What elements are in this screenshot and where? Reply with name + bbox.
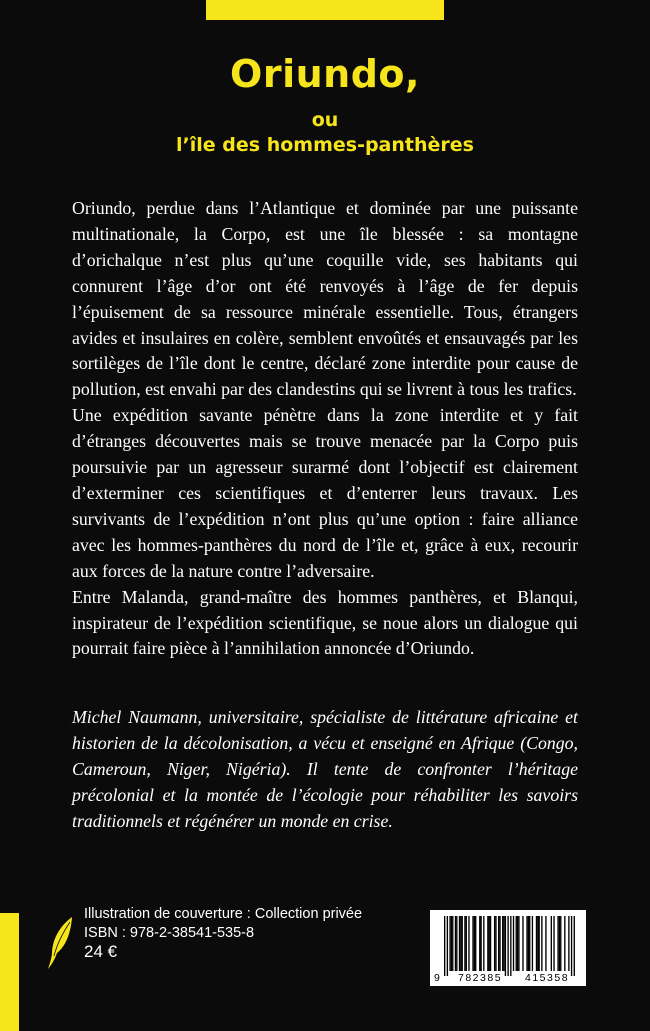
back-cover-blurb [72, 196, 578, 662]
barcode-bar [510, 916, 511, 976]
barcode-bar [553, 916, 554, 971]
barcode-bar [489, 916, 490, 971]
barcode-bar [472, 916, 473, 971]
barcode-bar [505, 916, 506, 976]
barcode-bar [539, 916, 540, 971]
barcode-digits-left: 782385 [458, 972, 503, 984]
barcode-bar [559, 916, 560, 971]
barcode-bar [495, 916, 496, 971]
barcode-digits [430, 972, 586, 985]
barcode-bar [444, 916, 445, 976]
barcode-bar [513, 916, 514, 971]
barcode-bar [499, 916, 500, 971]
side-accent-bar [0, 913, 19, 1031]
credits-block [84, 905, 362, 943]
barcode [430, 910, 586, 986]
author-bio: Michel Naumann, universitaire, spécialiste de littérature africaine et historien de la décolonisation, a vécu et enseigné en Afrique (Congo, Cameroun, Niger, Nigéria). Il tente de confronter l’héritage précolonial et la montée de l’écologie pour réhabiliter les savoirs traditionnels et régénérer un monde en crise. [72, 707, 578, 831]
barcode-bar [490, 916, 491, 971]
barcode-bar [537, 916, 538, 971]
barcode-bar [526, 916, 527, 971]
barcode-bar [536, 916, 537, 971]
barcode-bar [464, 916, 465, 971]
barcode-bar [475, 916, 476, 971]
barcode-bar [456, 916, 457, 971]
book-subtitle: l’île des hommes-panthères [176, 134, 474, 156]
barcode-bar [518, 916, 519, 971]
barcode-bar [571, 916, 572, 976]
barcode-bar [517, 916, 518, 971]
isbn-text: ISBN : 978-2-38541-535-8 [84, 925, 255, 941]
barcode-digit-lead: 9 [434, 972, 440, 984]
book-title: Oriundo, [230, 52, 420, 96]
top-accent-bar [206, 0, 444, 20]
subtitle-conjunction: ou [311, 109, 339, 131]
barcode-bar [498, 916, 499, 971]
barcode-bar [551, 916, 552, 971]
barcode-bar [479, 916, 480, 971]
barcode-bar [462, 916, 463, 971]
barcode-bar [574, 916, 575, 976]
barcode-bar [522, 916, 523, 971]
barcode-bar [568, 916, 569, 971]
barcode-bar [507, 916, 508, 976]
barcode-bar [460, 916, 461, 971]
barcode-bar [468, 916, 469, 971]
barcode-bar [502, 916, 503, 971]
barcode-bar [451, 916, 452, 971]
barcode-bar [455, 916, 456, 971]
barcode-bar [449, 916, 450, 971]
barcode-bar [459, 916, 460, 971]
barcode-bar [452, 916, 453, 971]
barcode-bar [564, 916, 565, 971]
barcode-bar [516, 916, 517, 971]
blurb-paragraph-3: Entre Malanda, grand-maître des hommes panthères, et Blanqui, inspirateur de l’expédition scientifique, se noue alors un dialogue qui pourrait faire pièce à l’annihilation annoncée d’Oriundo. [72, 586, 578, 659]
barcode-bar [474, 916, 475, 971]
barcode-bar [447, 916, 448, 976]
price-label: 24 € [84, 942, 118, 961]
feather-icon [46, 916, 76, 970]
barcode-bar [560, 916, 561, 971]
illustration-credit: Illustration de couverture : Collection privée [84, 906, 363, 922]
barcode-bar [541, 916, 542, 971]
barcode-bar [494, 916, 495, 971]
barcode-bar [557, 916, 558, 971]
blurb-paragraph-1: Oriundo, perdue dans l’Atlantique et dominée par une puissante multinationale, la Corpo, est une île blessée : sa montagne d’orichalque n’est plus qu’une coquille vide, ses habitants qui connurent l’âge d’or ont été renvoyés à l’âge de fer depuis l’épuisement de sa ressource minérale essentielle. Tous, étrangers avides et insulaires en colère, semblent envoûtés et ensauvagés par les sortilèges de l’île dont le centre, déclaré zone interdite pour cause de pollution, est envahi par des clandestins qui se livrent à tous les trafics. [72, 198, 578, 400]
barcode-digits-right: 415358 [525, 972, 570, 984]
barcode-bar [483, 916, 484, 971]
blurb-paragraph-2: Une expédition savante pénètre dans la zone interdite et y fait d’étranges découvertes mais se trouve menacée par la Corpo puis poursuivie par un agresseur surarmé dont l’objectif est clairement d’exterminer ces scientifiques et d’enterrer leurs travaux. Les survivants de l’expédition n’ont plus qu’une option : faire alliance avec les hommes-panthères du nord de l’île et, grâce à eux, recourir aux forces de la nature contre l’adversaire. [72, 405, 578, 581]
barcode-bar [480, 916, 481, 971]
barcode-bar [529, 916, 530, 971]
barcode-bar [466, 916, 467, 971]
barcode-bar [545, 916, 546, 971]
barcode-bar [487, 916, 488, 971]
barcode-bar [503, 916, 504, 971]
barcode-bar [532, 916, 533, 971]
barcode-bar [528, 916, 529, 971]
